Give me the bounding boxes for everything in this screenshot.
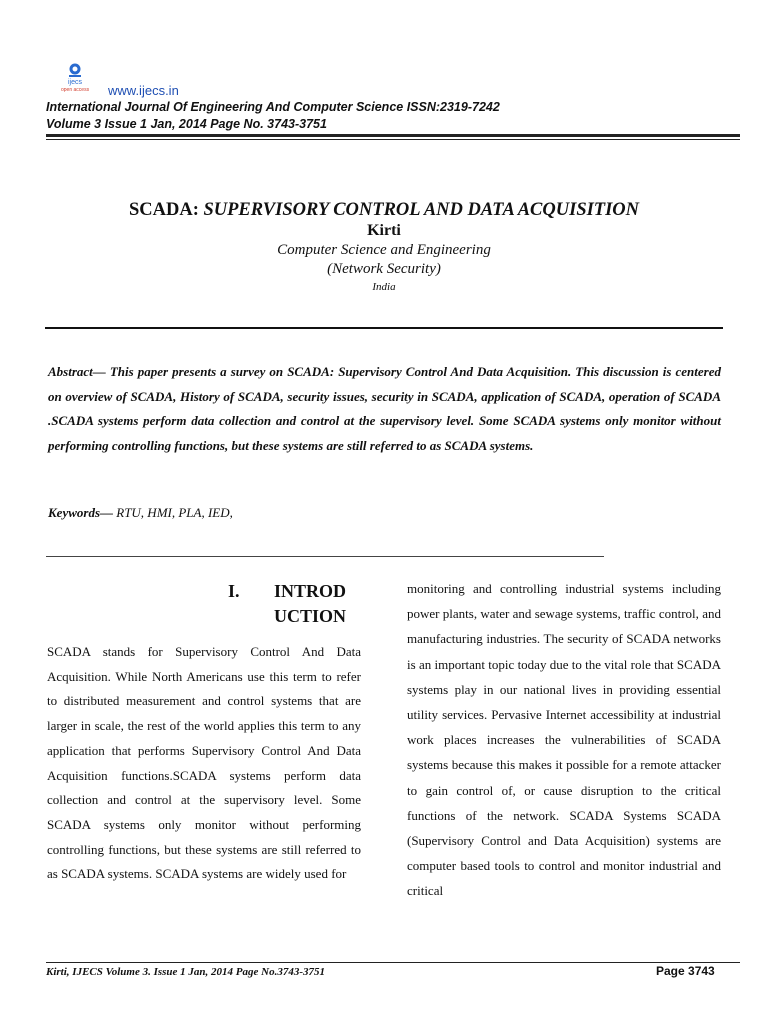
ijecs-logo-icon <box>58 60 102 96</box>
author-country: India <box>372 281 396 293</box>
author-name: Kirti <box>367 222 401 239</box>
svg-text:open access: open access <box>61 87 90 93</box>
title-prefix: SCADA: <box>128 200 204 220</box>
abstract-divider <box>46 556 604 557</box>
abstract-paragraph: Abstract— This paper presents a survey on SCADA: Supervisory Control And Data Acquisition. This discussion is centered on overview of SCADA, History of SCADA, security issues, security in SCADA, application of SCADA, operation of SCADA .SCADA systems perform data collection and control at the supervisory level. Some SCADA systems only monitor without performing controlling functions, but these systems are still referred to as SCADA systems. <box>48 364 721 453</box>
title-main: SUPERVISORY CONTROL AND DATA ACQUISITION <box>203 200 640 220</box>
body-right-column: monitoring and controlling industrial systems including power plants, water and sewage systems, traffic control, and manufacturing industries. The security of SCADA networks is an important topic today due to the vital role that SCADA systems play in our national lives in providing essential utility services. Pervasive Internet accessibility at industrial work places increases the vulnerabilities of SCADA systems because this makes it possible for a remote attacker to gain control of, or cause disruption to the critical functions of the network. SCADA Systems SCADA (Supervisory Control and Data Acquisition) systems are computer based tools to control and monitor industrial and critical <box>407 581 721 899</box>
author-department: Computer Science and Engineering <box>277 242 491 258</box>
paper-title <box>0 200 768 221</box>
header-rule-thin <box>46 139 740 140</box>
body-left-column: SCADA stands for Supervisory Control And Data Acquisition. While North Americans use this term to refer to distributed measurement and control systems that are larger in scale, the rest of the world applies this term to any application that performs Supervisory Control And Data Acquisition functions.SCADA systems perform data collection and control at the supervisory level. Some SCADA systems only monitor without performing controlling functions, but these systems are still referred to as SCADA systems. SCADA systems are widely used for <box>47 644 361 882</box>
keywords-label: Keywords— <box>48 505 113 520</box>
journal-url[interactable]: www.ijecs.in <box>108 83 179 98</box>
footer-rule <box>46 962 740 963</box>
journal-logo <box>58 60 102 96</box>
journal-volume-line: Volume 3 Issue 1 Jan, 2014 Page No. 3743-3751 <box>46 117 327 131</box>
author-specialization: (Network Security) <box>327 261 441 277</box>
section-heading-line1: INTROD <box>274 581 347 601</box>
title-divider <box>45 327 723 329</box>
footer-citation: Kirti, IJECS Volume 3. Issue 1 Jan, 2014 Page No.3743-3751 <box>46 966 326 978</box>
section-heading-line2: UCTION <box>274 606 347 626</box>
section-number: I. <box>228 581 240 601</box>
page-number: Page 3743 <box>656 964 715 978</box>
journal-name-line: International Journal Of Engineering And Computer Science ISSN:2319-7242 <box>46 100 500 114</box>
keywords-values: RTU, HMI, PLA, IED, <box>113 505 233 520</box>
keywords-line <box>48 505 233 521</box>
header-rule-thick <box>46 134 740 137</box>
svg-text:ijecs: ijecs <box>68 79 83 86</box>
